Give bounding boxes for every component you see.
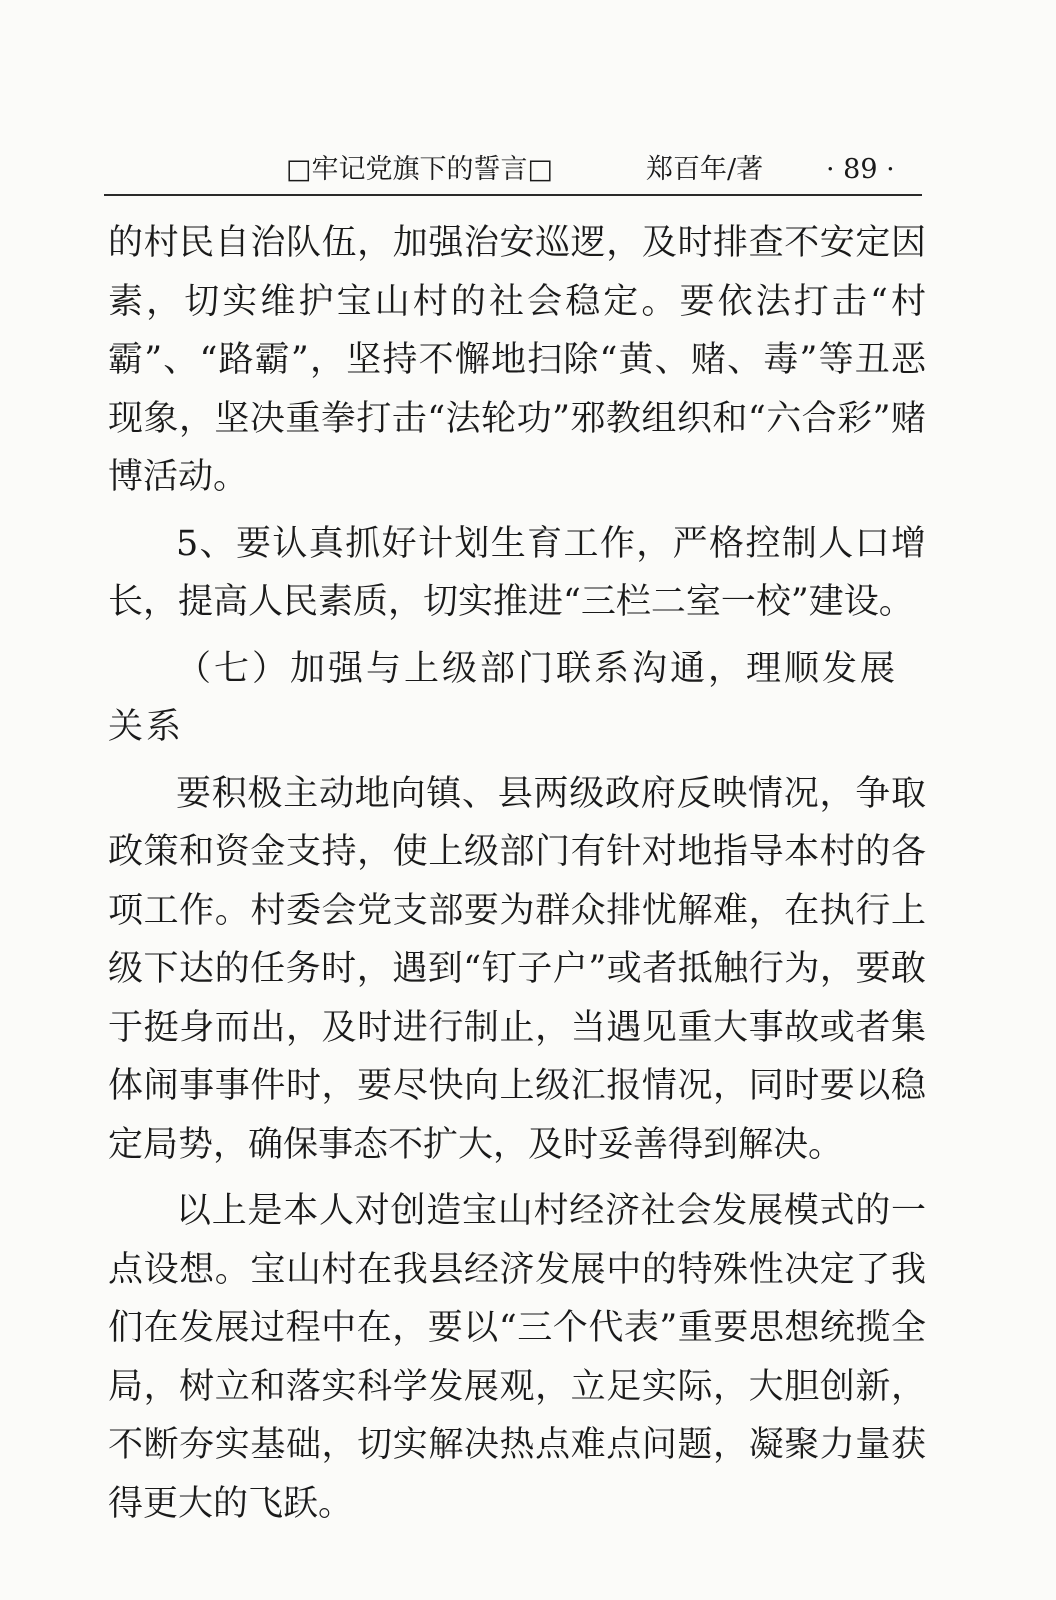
paragraph: 以上是本人对创造宝山村经济社会发展模式的一点设想。宝山村在我县经济发展中的特殊性决定了我们在发展过程中在，要以“三个代表”重要思想统揽全局，树立和落实科学发展观，立足实际，大胆创新，不断夯实基础，切实解决热点难点问题，凝聚力量获得更大的飞跃。 bbox=[108, 1191, 926, 1524]
page-number: · 89 · bbox=[826, 154, 895, 185]
paragraph: 要积极主动地向镇、县两级政府反映情况，争取政策和资金支持，使上级部门有针对地指导本村的各项工作。村委会党支部要为群众排忧解难，在执行上级下达的任务时，遇到“钉子户”或者抵触行为，要敢于挺身而出，及时进行制止，当遇见重大事故或者集体闹事事件时，要尽快向上级汇报情况，同时要以稳定局势，确保事态不扩大，及时妥善得到解决。 bbox=[108, 773, 926, 1165]
body-text bbox=[108, 214, 926, 1541]
section-heading: （七）加强与上级部门联系沟通，理顺发展关系 bbox=[108, 648, 899, 747]
paragraph: 5、要认真抓好计划生育工作，严格控制人口增长，提高人民素质，切实推进“三栏二室一校”建设。 bbox=[108, 523, 926, 622]
running-header bbox=[104, 150, 922, 196]
book-title: □牢记党旗下的誓言□ bbox=[286, 154, 554, 185]
author: 郑百年/著 bbox=[646, 154, 764, 185]
paragraph: 的村民自治队伍，加强治安巡逻，及时排查不安定因素，切实维护宝山村的社会稳定。要依法打击“村霸”、“路霸”，坚持不懈地扫除“黄、赌、毒”等丑恶现象，坚决重拳打击“法轮功”邪教组织和“六合彩”赌博活动。 bbox=[108, 223, 926, 497]
